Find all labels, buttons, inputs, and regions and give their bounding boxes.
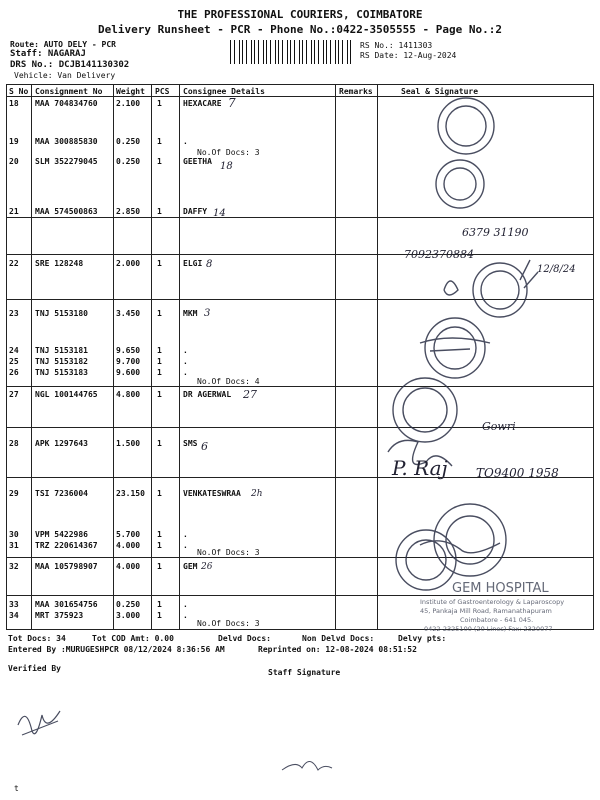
row-cons: MRT 375923 (35, 611, 84, 620)
col-consignment: Consignment No (35, 87, 103, 96)
row-consignee: MKM (183, 309, 198, 318)
col-weight: Weight (116, 87, 145, 96)
docs-note: No.Of Docs: 3 (197, 548, 260, 557)
row-sno: 33 (9, 600, 19, 609)
row-pcs: 1 (157, 562, 162, 571)
drs-number: DRS No.: DCJB141130302 (10, 60, 130, 70)
col-consignee: Consignee Details (183, 87, 265, 96)
docs-note: No.Of Docs: 3 (197, 619, 260, 628)
row-weight: 3.000 (116, 611, 141, 620)
row-cons: MAA 300885830 (35, 137, 98, 146)
row-sno: 31 (9, 541, 19, 550)
row-pcs: 1 (157, 611, 162, 620)
hospital-stamp-line: Institute of Gastroenterology & Laparoscopy (420, 598, 565, 606)
row-weight: 3.450 (116, 309, 141, 318)
row-cons: TSI 7236004 (35, 489, 88, 498)
row-consignee: SMS (183, 439, 198, 448)
handwritten-number: 7 (228, 96, 236, 110)
handwritten-number: 27 (243, 388, 257, 401)
delivery-points: Delvy pts: (398, 634, 447, 643)
row-consignee: ELGI (183, 259, 203, 268)
handwritten-number: 18 (220, 161, 233, 172)
entered-by: Entered By :MURUGESHPCR 08/12/2024 8:36:56 AM (8, 645, 225, 654)
row-cons: SRE 128248 (35, 259, 84, 268)
row-pcs: 1 (157, 489, 162, 498)
hospital-stamp-line: 45, Pankaja Mill Road, Ramanathapuram (420, 607, 552, 615)
row-sno: 34 (9, 611, 19, 620)
row-sno: 24 (9, 346, 19, 355)
row-pcs: 1 (157, 368, 162, 377)
docs-note: No.Of Docs: 4 (197, 377, 260, 386)
row-consignee: DAFFY (183, 207, 208, 216)
handwritten-phone: 7092370884 (404, 248, 474, 261)
row-weight: 9.650 (116, 346, 141, 355)
barcode (230, 40, 354, 64)
row-pcs: 1 (157, 207, 162, 216)
row-cons: MAA 105798907 (35, 562, 98, 571)
handwritten-number: 2h (251, 489, 263, 499)
verified-by-label: Verified By (8, 664, 61, 673)
row-cons: SLM 352279045 (35, 157, 98, 166)
row-consignee: . (183, 541, 188, 550)
row-weight: 23.150 (116, 489, 145, 498)
row-sno: 28 (9, 439, 19, 448)
total-cod-amount: Tot COD Amt: 0.00 (92, 634, 174, 643)
runsheet-table (6, 84, 594, 630)
document-title: THE PROFESSIONAL COURIERS, COIMBATORE (177, 8, 423, 21)
row-sno: 26 (9, 368, 19, 377)
row-weight: 2.000 (116, 259, 141, 268)
row-weight: 4.800 (116, 390, 141, 399)
handwritten-number: 3 (204, 308, 211, 319)
document-subtitle: Delivery Runsheet - PCR - Phone No.:0422-3505555 - Page No.:2 (98, 23, 502, 36)
row-pcs: 1 (157, 530, 162, 539)
handwritten-number: 8 (206, 259, 213, 270)
row-cons: APK 1297643 (35, 439, 88, 448)
row-pcs: 1 (157, 157, 162, 166)
delivered-docs: Delvd Docs: (218, 634, 271, 643)
row-sno: 19 (9, 137, 19, 146)
row-weight: 9.600 (116, 368, 141, 377)
col-remarks: Remarks (339, 87, 373, 96)
non-delivered-docs: Non Delvd Docs: (302, 634, 375, 643)
col-seal-signature: Seal & Signature (401, 87, 479, 96)
hospital-stamp-name: GEM HOSPITAL (452, 581, 549, 596)
row-sno: 27 (9, 390, 19, 399)
handwritten-signature: Gowri (482, 420, 516, 433)
row-weight: 2.850 (116, 207, 141, 216)
row-consignee: VENKATESWRAA (183, 489, 241, 498)
row-cons: TNJ 5153180 (35, 309, 88, 318)
row-weight: 5.700 (116, 530, 141, 539)
row-sno: 29 (9, 489, 19, 498)
row-pcs: 1 (157, 390, 162, 399)
route-label: Route: AUTO DELY - PCR (10, 40, 116, 49)
row-pcs: 1 (157, 600, 162, 609)
hospital-stamp-line: Coimbatore - 641 045. (460, 616, 534, 624)
handwritten-phone: TO9400 1958 (476, 466, 559, 480)
row-pcs: 1 (157, 541, 162, 550)
row-cons: MAA 574500863 (35, 207, 98, 216)
row-pcs: 1 (157, 346, 162, 355)
row-consignee: GEM (183, 562, 198, 571)
handwritten-signature: P. Raj (392, 456, 448, 480)
row-pcs: 1 (157, 309, 162, 318)
row-consignee: . (183, 530, 188, 539)
handwritten-number: 14 (213, 208, 226, 219)
row-pcs: 1 (157, 137, 162, 146)
handwritten-phone: 6379 31190 (462, 226, 529, 239)
row-consignee: . (183, 357, 188, 366)
row-cons: TRZ 220614367 (35, 541, 98, 550)
row-weight: 2.100 (116, 99, 141, 108)
staff-signature-label: Staff Signature (268, 668, 341, 677)
row-sno: 23 (9, 309, 19, 318)
row-weight: 1.500 (116, 439, 141, 448)
row-weight: 4.000 (116, 562, 141, 571)
handwritten-number: 26 (201, 562, 213, 572)
row-pcs: 1 (157, 439, 162, 448)
total-docs: Tot Docs: 34 (8, 634, 66, 643)
row-consignee: . (183, 368, 188, 377)
row-consignee: . (183, 611, 188, 620)
row-cons: MAA 301654756 (35, 600, 98, 609)
row-weight: 0.250 (116, 157, 141, 166)
row-consignee: HEXACARE (183, 99, 222, 108)
handwritten-number: 6 (201, 440, 208, 453)
reprinted-on: Reprinted on: 12-08-2024 08:51:52 (258, 645, 417, 654)
row-sno: 22 (9, 259, 19, 268)
page-mark: t (14, 784, 19, 793)
col-pcs: PCS (155, 87, 170, 96)
row-consignee: . (183, 600, 188, 609)
handwritten-date: 12/8/24 (537, 264, 576, 275)
row-sno: 20 (9, 157, 19, 166)
row-sno: 32 (9, 562, 19, 571)
row-sno: 25 (9, 357, 19, 366)
row-consignee: . (183, 346, 188, 355)
row-weight: 0.250 (116, 600, 141, 609)
col-sno: S No (9, 87, 29, 96)
hospital-stamp-line: 0422-2325100 (20 Lines) Fax: 2320077 (424, 625, 553, 633)
row-cons: TNJ 5153183 (35, 368, 88, 377)
row-weight: 4.000 (116, 541, 141, 550)
row-consignee: GEETHA (183, 157, 212, 166)
row-cons: VPM 5422986 (35, 530, 88, 539)
rs-date: RS Date: 12-Aug-2024 (360, 51, 457, 60)
row-consignee: DR AGERWAL (183, 390, 232, 399)
row-sno: 30 (9, 530, 19, 539)
docs-note: No.Of Docs: 3 (197, 148, 260, 157)
row-pcs: 1 (157, 357, 162, 366)
row-consignee: . (183, 137, 188, 146)
row-cons: NGL 100144765 (35, 390, 98, 399)
rs-number: RS No.: 1411303 (360, 41, 433, 50)
row-cons: MAA 704834760 (35, 99, 98, 108)
row-pcs: 1 (157, 99, 162, 108)
staff-label: Staff: NAGARAJ (10, 49, 86, 59)
row-sno: 21 (9, 207, 19, 216)
row-sno: 18 (9, 99, 19, 108)
row-weight: 0.250 (116, 137, 141, 146)
row-cons: TNJ 5153181 (35, 346, 88, 355)
vehicle-label: Vehicle: Van Delivery (14, 71, 116, 80)
row-cons: TNJ 5153182 (35, 357, 88, 366)
row-pcs: 1 (157, 259, 162, 268)
row-weight: 9.700 (116, 357, 141, 366)
